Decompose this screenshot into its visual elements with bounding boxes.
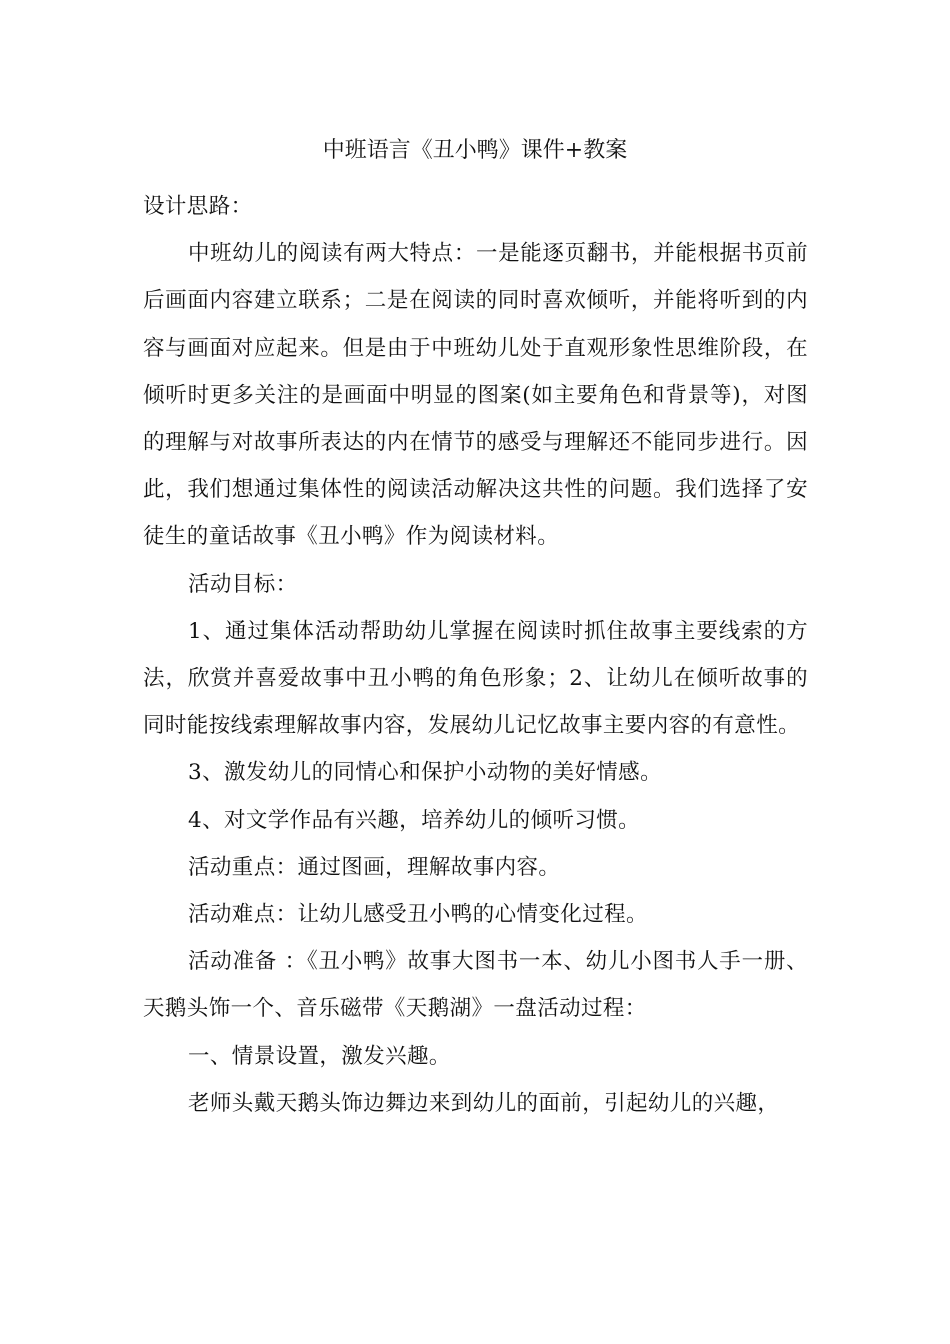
paragraph-step-1: 老师头戴天鹅头饰边舞边来到幼儿的面前，引起幼儿的兴趣， xyxy=(188,1090,780,1116)
section-heading-goals: 活动目标： xyxy=(188,571,298,597)
section-heading-step-1: 一、情景设置，激发兴趣。 xyxy=(188,1043,451,1069)
paragraph-goal-3: 3、激发幼儿的同情心和保护小动物的美好情感。 xyxy=(188,760,662,786)
paragraph-goal-4: 4、对文学作品有兴趣，培养幼儿的倾听习惯。 xyxy=(188,807,641,833)
paragraph-preparation: 活动准备 ：《丑小鸭》故事大图书一本、幼儿小图书人手一册、天鹅头饰一个、音乐磁带《天鹅湖》一盘活动过程： xyxy=(143,949,808,1022)
document-title: 中班语言《丑小鸭》课件+教案 xyxy=(322,138,628,163)
paragraph-key-point: 活动重点：通过图画，理解故事内容。 xyxy=(188,854,561,880)
paragraph-difficulty: 活动难点：让幼儿感受丑小鸭的心情变化过程。 xyxy=(188,902,648,928)
section-heading-design-idea: 设计思路： xyxy=(143,194,253,219)
document-body xyxy=(143,183,808,1127)
paragraph-design-idea: 中班幼儿的阅读有两大特点：一是能逐页翻书，并能根据书页前后画面内容建立联系；二是在阅读的同时喜欢倾听，并能将听到的内容与画面对应起来。但是由于中班幼儿处于直观形象性思维阶段，在倾听时更多关注的是画面中明显的图案(如主要角色和背景等)，对图的理解与对故事所表达的内在情节的感受与理解还不能同步进行。因此，我们想通过集体性的阅读活动解决这共性的问题。我们选择了安徒生的童话故事《丑小鸭》作为阅读材料。 xyxy=(143,241,808,550)
paragraph-goal-1-2: 1、通过集体活动帮助幼儿掌握在阅读时抓住故事主要线索的方法，欣赏并喜爱故事中丑小鸭的角色形象；2、让幼儿在倾听故事的同时能按线索理解故事内容，发展幼儿记忆故事主要内容的有意性。 xyxy=(143,618,808,739)
